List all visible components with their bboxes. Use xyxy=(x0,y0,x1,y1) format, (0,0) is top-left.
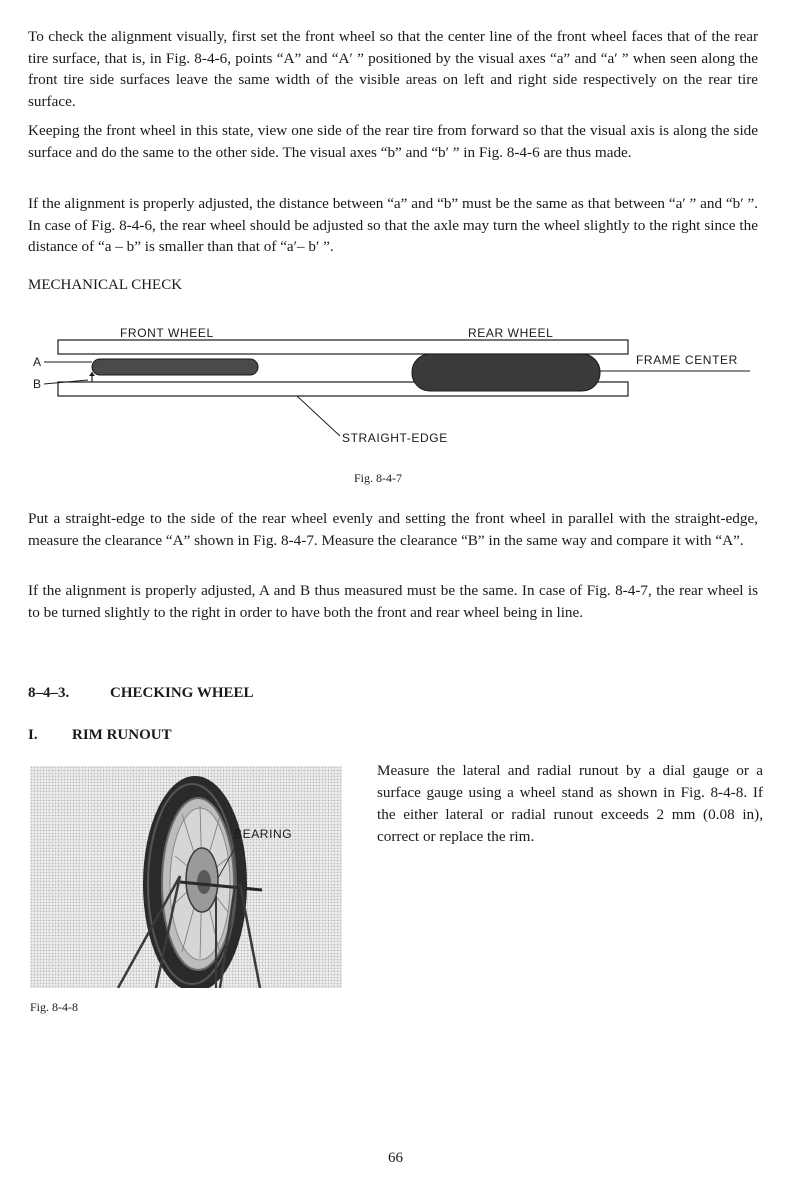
label-bearing: BEARING xyxy=(234,827,293,841)
section-heading xyxy=(28,685,254,702)
paragraph-mechanical-check-2: If the alignment is properly adjusted, A and B thus measured must be the same. In case of Fig. 8-4-7, the rear wheel is to be turned slightly to the right in order to have both the front and rear wheel being in line. xyxy=(28,582,758,621)
caption-fig-8-4-7: Fig. 8-4-7 xyxy=(354,471,402,485)
paragraph-mechanical-check-1: Put a straight-edge to the side of the rear wheel evenly and setting the front wheel in parallel with the straight-edge, measure the clearance “A” shown in Fig. 8-4-7. Measure the clearance “B” in the same way and compare it with “A”. xyxy=(28,510,758,549)
straight-edge-leader xyxy=(297,396,340,436)
paragraph-rim-runout: Measure the lateral and radial runout by a dial gauge or a surface gauge using a wheel stand as shown in Fig. 8-4-8. If the either lateral or radial runout exceeds 2 mm (0.08 in), correct or replace the rim. xyxy=(377,762,763,845)
label-rear-wheel: REAR WHEEL xyxy=(468,326,554,340)
page-number: 66 xyxy=(388,1150,403,1166)
heading-mechanical-check: MECHANICAL CHECK xyxy=(28,277,183,293)
section-number: 8–4–3. xyxy=(28,685,70,701)
section-title: CHECKING WHEEL xyxy=(110,685,254,701)
front-wheel-shape xyxy=(92,359,258,375)
label-frame-center: FRAME CENTER xyxy=(636,353,738,367)
label-straight-edge: STRAIGHT-EDGE xyxy=(342,431,448,445)
straight-edge-upper-bar xyxy=(58,340,628,354)
subsection-number: I. xyxy=(28,727,38,743)
paragraph-visual-check-3: If the alignment is properly adjusted, the distance between “a” and “b” must be the same as that between “a′ ” and “b′ ”. In case of Fig. 8-4-6, the rear wheel should be adjusted so that the axle may turn the wheel slightly to the right since the distance of “a – b” is smaller than that of “a′– b′ ”. xyxy=(28,195,758,255)
wheel-stand-drawing xyxy=(30,766,342,988)
subsection-heading xyxy=(28,727,172,744)
paragraph-visual-check-1: To check the alignment visually, first set the front wheel so that the center line of the front wheel faces that of the rear tire surface, that is, in Fig. 8-4-6, points “A” and “A′ ” positioned by the visual axes “a” and “a′ ” when seen along the front tire side surfaces leave the same width of the visible areas on left and right side respectively on the rear tire surface. xyxy=(28,28,758,110)
paragraph-visual-check-2: Keeping the front wheel in this state, view one side of the rear tire from forward so that the visual axis is along the side surface and do the same to the other side. The visual axes “b” and “b′ ” in Fig. 8-4-6 are thus made. xyxy=(28,122,758,161)
subsection-title: RIM RUNOUT xyxy=(72,727,172,743)
hub-center xyxy=(197,870,211,894)
label-point-a: A xyxy=(33,355,42,369)
caption-fig-8-4-8: Fig. 8-4-8 xyxy=(30,1000,78,1014)
label-point-b: B xyxy=(33,377,42,391)
figure-8-4-8-photo xyxy=(30,766,342,988)
label-front-wheel: FRONT WHEEL xyxy=(120,326,214,340)
rear-wheel-shape xyxy=(412,354,600,391)
